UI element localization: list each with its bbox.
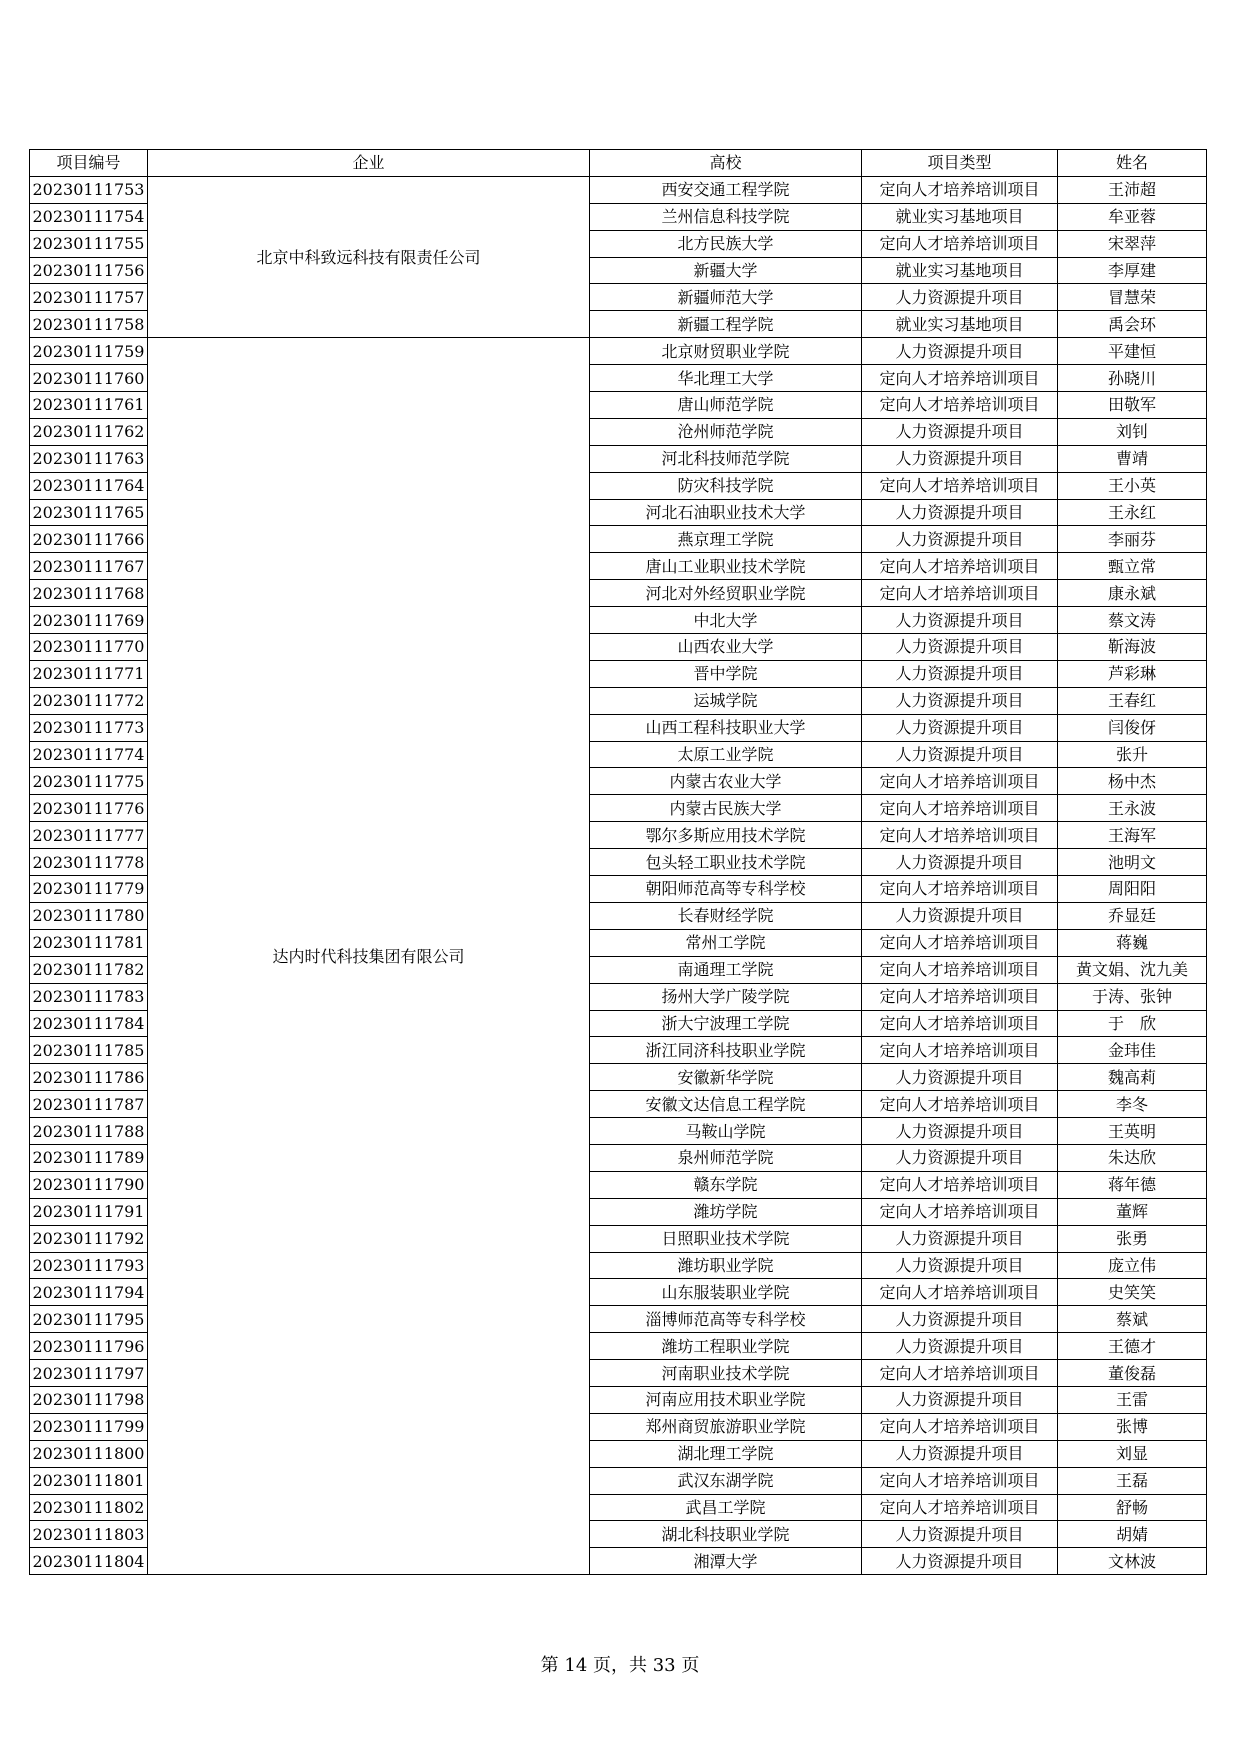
cell-name: 康永斌 xyxy=(1058,580,1207,607)
cell-university: 山西农业大学 xyxy=(590,634,862,661)
cell-name: 李冬 xyxy=(1058,1091,1207,1118)
cell-project-type: 人力资源提升项目 xyxy=(862,1333,1058,1360)
cell-project-type: 定向人才培养培训项目 xyxy=(862,1360,1058,1387)
cell-name: 刘显 xyxy=(1058,1440,1207,1467)
cell-project-type: 定向人才培养培训项目 xyxy=(862,876,1058,903)
cell-name: 王磊 xyxy=(1058,1467,1207,1494)
cell-university: 河南应用技术职业学院 xyxy=(590,1386,862,1413)
cell-university: 赣东学院 xyxy=(590,1171,862,1198)
cell-university: 西安交通工程学院 xyxy=(590,176,862,203)
cell-university: 北京财贸职业学院 xyxy=(590,338,862,365)
cell-university: 防灾科技学院 xyxy=(590,472,862,499)
cell-name: 王德才 xyxy=(1058,1333,1207,1360)
cell-name: 蒋年德 xyxy=(1058,1171,1207,1198)
cell-name: 李丽芬 xyxy=(1058,526,1207,553)
cell-name: 周阳阳 xyxy=(1058,876,1207,903)
cell-project-id: 20230111776 xyxy=(30,795,148,822)
cell-name: 李厚建 xyxy=(1058,257,1207,284)
cell-project-type: 人力资源提升项目 xyxy=(862,1252,1058,1279)
cell-project-id: 20230111768 xyxy=(30,580,148,607)
cell-project-id: 20230111795 xyxy=(30,1306,148,1333)
cell-project-id: 20230111779 xyxy=(30,876,148,903)
cell-university: 中北大学 xyxy=(590,607,862,634)
cell-project-id: 20230111753 xyxy=(30,176,148,203)
cell-project-type: 就业实习基地项目 xyxy=(862,203,1058,230)
cell-university: 河南职业技术学院 xyxy=(590,1360,862,1387)
cell-university: 武汉东湖学院 xyxy=(590,1467,862,1494)
cell-name: 牟亚蓉 xyxy=(1058,203,1207,230)
cell-project-id: 20230111802 xyxy=(30,1494,148,1521)
cell-project-type: 定向人才培养培训项目 xyxy=(862,822,1058,849)
cell-project-type: 定向人才培养培训项目 xyxy=(862,1091,1058,1118)
project-table xyxy=(29,149,1207,1575)
cell-project-type: 人力资源提升项目 xyxy=(862,687,1058,714)
cell-project-type: 定向人才培养培训项目 xyxy=(862,176,1058,203)
cell-project-id: 20230111804 xyxy=(30,1548,148,1575)
cell-project-type: 人力资源提升项目 xyxy=(862,1064,1058,1091)
cell-name: 刘钊 xyxy=(1058,418,1207,445)
cell-project-type: 定向人才培养培训项目 xyxy=(862,553,1058,580)
cell-project-type: 人力资源提升项目 xyxy=(862,1548,1058,1575)
cell-project-id: 20230111763 xyxy=(30,445,148,472)
cell-project-type: 定向人才培养培训项目 xyxy=(862,392,1058,419)
cell-university: 内蒙古民族大学 xyxy=(590,795,862,822)
cell-name: 蔡斌 xyxy=(1058,1306,1207,1333)
cell-name: 王雷 xyxy=(1058,1386,1207,1413)
cell-name: 董辉 xyxy=(1058,1198,1207,1225)
cell-project-id: 20230111770 xyxy=(30,634,148,661)
cell-project-type: 人力资源提升项目 xyxy=(862,1144,1058,1171)
cell-project-id: 20230111785 xyxy=(30,1037,148,1064)
cell-project-type: 人力资源提升项目 xyxy=(862,338,1058,365)
cell-enterprise: 北京中科致远科技有限责任公司 xyxy=(148,176,590,337)
cell-name: 曹靖 xyxy=(1058,445,1207,472)
cell-name: 宋翠萍 xyxy=(1058,230,1207,257)
cell-project-type: 定向人才培养培训项目 xyxy=(862,956,1058,983)
cell-name: 王永红 xyxy=(1058,499,1207,526)
cell-project-type: 定向人才培养培训项目 xyxy=(862,365,1058,392)
cell-project-type: 人力资源提升项目 xyxy=(862,1521,1058,1548)
cell-university: 潍坊职业学院 xyxy=(590,1252,862,1279)
cell-university: 内蒙古农业大学 xyxy=(590,768,862,795)
cell-project-type: 人力资源提升项目 xyxy=(862,1440,1058,1467)
table-body xyxy=(30,176,1207,1574)
cell-project-id: 20230111760 xyxy=(30,365,148,392)
cell-university: 新疆师范大学 xyxy=(590,284,862,311)
cell-project-id: 20230111793 xyxy=(30,1252,148,1279)
cell-project-type: 就业实习基地项目 xyxy=(862,257,1058,284)
header-enterprise: 企业 xyxy=(148,150,590,177)
cell-project-id: 20230111774 xyxy=(30,741,148,768)
cell-project-type: 人力资源提升项目 xyxy=(862,849,1058,876)
cell-project-id: 20230111755 xyxy=(30,230,148,257)
cell-name: 于涛、张钟 xyxy=(1058,983,1207,1010)
cell-university: 常州工学院 xyxy=(590,929,862,956)
cell-project-id: 20230111762 xyxy=(30,418,148,445)
cell-university: 晋中学院 xyxy=(590,660,862,687)
cell-name: 杨中杰 xyxy=(1058,768,1207,795)
cell-university: 长春财经学院 xyxy=(590,902,862,929)
cell-project-id: 20230111797 xyxy=(30,1360,148,1387)
cell-name: 胡婧 xyxy=(1058,1521,1207,1548)
cell-project-type: 定向人才培养培训项目 xyxy=(862,1010,1058,1037)
cell-university: 武昌工学院 xyxy=(590,1494,862,1521)
cell-university: 马鞍山学院 xyxy=(590,1118,862,1145)
cell-name: 王小英 xyxy=(1058,472,1207,499)
cell-university: 潍坊工程职业学院 xyxy=(590,1333,862,1360)
cell-name: 史笑笑 xyxy=(1058,1279,1207,1306)
cell-project-id: 20230111783 xyxy=(30,983,148,1010)
cell-project-id: 20230111757 xyxy=(30,284,148,311)
cell-university: 鄂尔多斯应用技术学院 xyxy=(590,822,862,849)
cell-project-type: 定向人才培养培训项目 xyxy=(862,768,1058,795)
table-row xyxy=(30,176,1207,203)
cell-university: 潍坊学院 xyxy=(590,1198,862,1225)
cell-project-type: 人力资源提升项目 xyxy=(862,1386,1058,1413)
cell-project-id: 20230111788 xyxy=(30,1118,148,1145)
cell-project-type: 人力资源提升项目 xyxy=(862,607,1058,634)
cell-name: 王春红 xyxy=(1058,687,1207,714)
cell-name: 冒慧荣 xyxy=(1058,284,1207,311)
cell-project-id: 20230111772 xyxy=(30,687,148,714)
cell-project-id: 20230111789 xyxy=(30,1144,148,1171)
cell-project-id: 20230111778 xyxy=(30,849,148,876)
cell-name: 乔显廷 xyxy=(1058,902,1207,929)
cell-project-id: 20230111780 xyxy=(30,902,148,929)
cell-university: 河北石油职业技术大学 xyxy=(590,499,862,526)
cell-university: 兰州信息科技学院 xyxy=(590,203,862,230)
cell-enterprise: 达内时代科技集团有限公司 xyxy=(148,338,590,1575)
cell-name: 朱达欣 xyxy=(1058,1144,1207,1171)
cell-university: 华北理工大学 xyxy=(590,365,862,392)
cell-project-id: 20230111771 xyxy=(30,660,148,687)
cell-university: 安徽文达信息工程学院 xyxy=(590,1091,862,1118)
header-row xyxy=(30,150,1207,177)
cell-university: 太原工业学院 xyxy=(590,741,862,768)
cell-project-id: 20230111781 xyxy=(30,929,148,956)
cell-project-id: 20230111800 xyxy=(30,1440,148,1467)
cell-university: 湘潭大学 xyxy=(590,1548,862,1575)
cell-project-id: 20230111766 xyxy=(30,526,148,553)
cell-university: 南通理工学院 xyxy=(590,956,862,983)
cell-university: 浙大宁波理工学院 xyxy=(590,1010,862,1037)
header-project-id: 项目编号 xyxy=(30,150,148,177)
cell-university: 燕京理工学院 xyxy=(590,526,862,553)
cell-name: 王沛超 xyxy=(1058,176,1207,203)
cell-university: 山西工程科技职业大学 xyxy=(590,714,862,741)
cell-name: 金玮佳 xyxy=(1058,1037,1207,1064)
cell-project-type: 人力资源提升项目 xyxy=(862,445,1058,472)
cell-project-type: 定向人才培养培训项目 xyxy=(862,983,1058,1010)
cell-project-type: 人力资源提升项目 xyxy=(862,499,1058,526)
cell-project-type: 定向人才培养培训项目 xyxy=(862,1171,1058,1198)
cell-name: 魏高莉 xyxy=(1058,1064,1207,1091)
cell-name: 张勇 xyxy=(1058,1225,1207,1252)
cell-project-id: 20230111798 xyxy=(30,1386,148,1413)
cell-name: 黄文娟、沈九美 xyxy=(1058,956,1207,983)
cell-project-id: 20230111764 xyxy=(30,472,148,499)
cell-project-type: 人力资源提升项目 xyxy=(862,714,1058,741)
cell-university: 安徽新华学院 xyxy=(590,1064,862,1091)
cell-university: 沧州师范学院 xyxy=(590,418,862,445)
cell-project-id: 20230111794 xyxy=(30,1279,148,1306)
cell-university: 唐山师范学院 xyxy=(590,392,862,419)
cell-project-type: 人力资源提升项目 xyxy=(862,634,1058,661)
cell-project-type: 人力资源提升项目 xyxy=(862,418,1058,445)
cell-project-id: 20230111767 xyxy=(30,553,148,580)
cell-university: 河北科技师范学院 xyxy=(590,445,862,472)
cell-name: 张升 xyxy=(1058,741,1207,768)
cell-university: 浙江同济科技职业学院 xyxy=(590,1037,862,1064)
cell-university: 扬州大学广陵学院 xyxy=(590,983,862,1010)
cell-project-id: 20230111799 xyxy=(30,1413,148,1440)
cell-project-type: 人力资源提升项目 xyxy=(862,1306,1058,1333)
cell-project-id: 20230111801 xyxy=(30,1467,148,1494)
cell-project-type: 定向人才培养培训项目 xyxy=(862,795,1058,822)
cell-project-id: 20230111765 xyxy=(30,499,148,526)
cell-name: 平建恒 xyxy=(1058,338,1207,365)
cell-university: 包头轻工职业技术学院 xyxy=(590,849,862,876)
cell-project-type: 定向人才培养培训项目 xyxy=(862,929,1058,956)
cell-project-type: 定向人才培养培训项目 xyxy=(862,230,1058,257)
cell-project-type: 就业实习基地项目 xyxy=(862,311,1058,338)
cell-project-id: 20230111761 xyxy=(30,392,148,419)
cell-project-type: 人力资源提升项目 xyxy=(862,660,1058,687)
cell-project-id: 20230111803 xyxy=(30,1521,148,1548)
cell-project-type: 人力资源提升项目 xyxy=(862,526,1058,553)
cell-name: 甄立常 xyxy=(1058,553,1207,580)
cell-name: 张博 xyxy=(1058,1413,1207,1440)
cell-university: 运城学院 xyxy=(590,687,862,714)
cell-project-id: 20230111786 xyxy=(30,1064,148,1091)
header-name: 姓名 xyxy=(1058,150,1207,177)
cell-project-type: 定向人才培养培训项目 xyxy=(862,1037,1058,1064)
cell-project-type: 定向人才培养培训项目 xyxy=(862,1413,1058,1440)
cell-university: 山东服装职业学院 xyxy=(590,1279,862,1306)
cell-name: 孙晓川 xyxy=(1058,365,1207,392)
cell-project-type: 人力资源提升项目 xyxy=(862,741,1058,768)
cell-project-id: 20230111777 xyxy=(30,822,148,849)
cell-project-type: 人力资源提升项目 xyxy=(862,284,1058,311)
cell-university: 新疆工程学院 xyxy=(590,311,862,338)
cell-project-type: 人力资源提升项目 xyxy=(862,902,1058,929)
cell-project-type: 定向人才培养培训项目 xyxy=(862,1494,1058,1521)
cell-university: 湖北科技职业学院 xyxy=(590,1521,862,1548)
cell-project-id: 20230111754 xyxy=(30,203,148,230)
cell-name: 舒畅 xyxy=(1058,1494,1207,1521)
cell-university: 北方民族大学 xyxy=(590,230,862,257)
cell-project-id: 20230111792 xyxy=(30,1225,148,1252)
cell-name: 靳海波 xyxy=(1058,634,1207,661)
cell-university: 唐山工业职业技术学院 xyxy=(590,553,862,580)
cell-project-id: 20230111773 xyxy=(30,714,148,741)
cell-university: 泉州师范学院 xyxy=(590,1144,862,1171)
cell-university: 河北对外经贸职业学院 xyxy=(590,580,862,607)
cell-name: 田敬军 xyxy=(1058,392,1207,419)
cell-name: 董俊磊 xyxy=(1058,1360,1207,1387)
cell-project-type: 人力资源提升项目 xyxy=(862,1225,1058,1252)
cell-university: 淄博师范高等专科学校 xyxy=(590,1306,862,1333)
cell-project-id: 20230111759 xyxy=(30,338,148,365)
cell-name: 王海军 xyxy=(1058,822,1207,849)
cell-project-id: 20230111758 xyxy=(30,311,148,338)
cell-project-type: 人力资源提升项目 xyxy=(862,1118,1058,1145)
cell-name: 闫俊伢 xyxy=(1058,714,1207,741)
cell-university: 郑州商贸旅游职业学院 xyxy=(590,1413,862,1440)
table-row xyxy=(30,338,1207,365)
cell-university: 朝阳师范高等专科学校 xyxy=(590,876,862,903)
cell-name: 蔡文涛 xyxy=(1058,607,1207,634)
header-university: 高校 xyxy=(590,150,862,177)
cell-name: 文林波 xyxy=(1058,1548,1207,1575)
cell-name: 庞立伟 xyxy=(1058,1252,1207,1279)
cell-project-id: 20230111784 xyxy=(30,1010,148,1037)
cell-name: 王永波 xyxy=(1058,795,1207,822)
cell-name: 蒋巍 xyxy=(1058,929,1207,956)
cell-project-id: 20230111790 xyxy=(30,1171,148,1198)
cell-university: 新疆大学 xyxy=(590,257,862,284)
cell-name: 禹会环 xyxy=(1058,311,1207,338)
cell-project-id: 20230111791 xyxy=(30,1198,148,1225)
cell-university: 日照职业技术学院 xyxy=(590,1225,862,1252)
cell-project-id: 20230111756 xyxy=(30,257,148,284)
cell-project-type: 定向人才培养培训项目 xyxy=(862,1198,1058,1225)
cell-project-id: 20230111787 xyxy=(30,1091,148,1118)
cell-university: 湖北理工学院 xyxy=(590,1440,862,1467)
cell-project-type: 定向人才培养培训项目 xyxy=(862,1279,1058,1306)
cell-name: 芦彩琳 xyxy=(1058,660,1207,687)
cell-project-id: 20230111775 xyxy=(30,768,148,795)
cell-project-id: 20230111782 xyxy=(30,956,148,983)
cell-name: 池明文 xyxy=(1058,849,1207,876)
cell-project-id: 20230111796 xyxy=(30,1333,148,1360)
cell-project-type: 定向人才培养培训项目 xyxy=(862,580,1058,607)
header-project-type: 项目类型 xyxy=(862,150,1058,177)
cell-name: 于 欣 xyxy=(1058,1010,1207,1037)
cell-name: 王英明 xyxy=(1058,1118,1207,1145)
cell-project-id: 20230111769 xyxy=(30,607,148,634)
cell-project-type: 定向人才培养培训项目 xyxy=(862,472,1058,499)
page-footer: 第 14 页，共 33 页 xyxy=(540,1655,700,1676)
cell-project-type: 定向人才培养培训项目 xyxy=(862,1467,1058,1494)
